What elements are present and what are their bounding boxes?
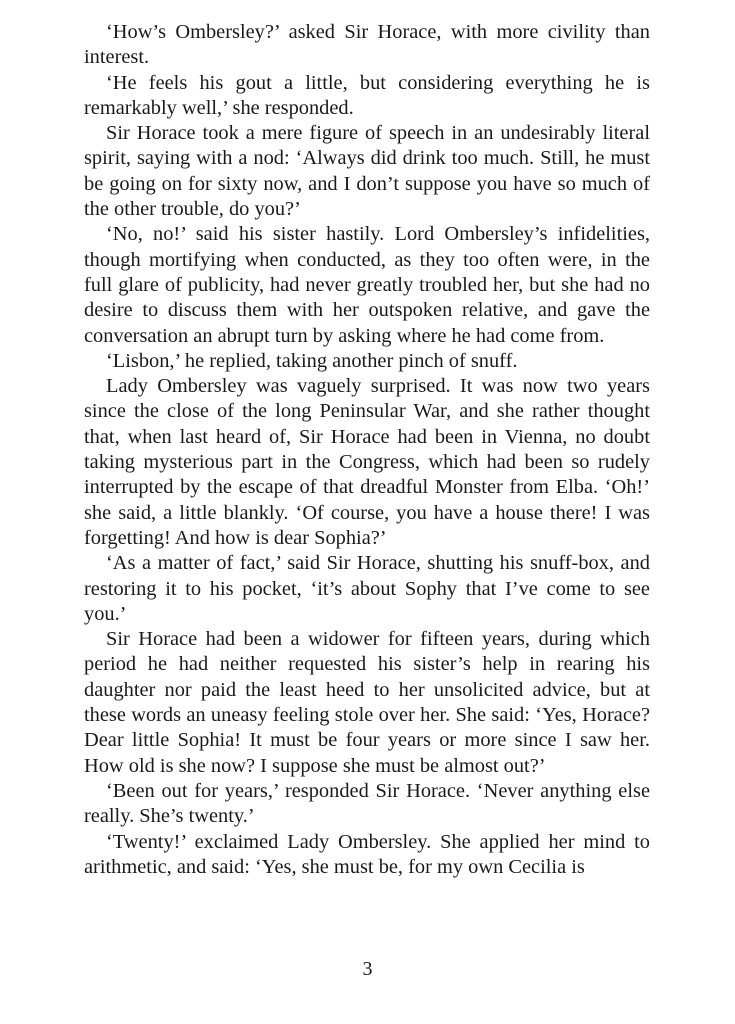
paragraph: ‘Lisbon,’ he replied, taking another pinch of snuff. [106, 349, 518, 372]
paragraph: Sir Horace had been a widower for fifteen years, during which period he had neither requested his sister’s help in rearing his daughter nor paid the least heed to her unsolicited advice, but at these words an uneasy feeling stole over her. She said: ‘Yes, Horace? Dear little Sophia! It must be four years or more since I saw her. How old is she now? I suppose she must be almost out?’ [84, 628, 650, 777]
paragraph: ‘Twenty!’ exclaimed Lady Ombersley. She applied her mind to arithmetic, and said: ‘Yes, she must be, for my own Cecilia is [84, 830, 650, 878]
paragraph: Sir Horace took a mere figure of speech in an undesirably literal spirit, saying with a nod: ‘Always did drink too much. Still, he must be going on for sixty now, and I don’t suppose you have so much of the other trouble, do you?’ [84, 122, 650, 221]
paragraph: ‘As a matter of fact,’ said Sir Horace, shutting his snuff-box, and restoring it to his pocket, ‘it’s about Sophy that I’ve come to see you.’ [84, 552, 650, 625]
paragraph: ‘Been out for years,’ responded Sir Horace. ‘Never anything else really. She’s twenty.’ [84, 779, 650, 828]
page-body [84, 20, 650, 880]
paragraph: Lady Ombersley was vaguely surprised. It was now two years since the close of the long Peninsular War, and she rather thought that, when last heard of, Sir Horace had been in Vienna, no doubt taking mysterious part in the Congress, which had been so rudely interrupted by the escape of that dreadful Monster from Elba. ‘Oh!’ she said, a little blankly. ‘Of course, you have a house there! I was forgetting! And how is dear Sophia?’ [84, 375, 650, 549]
page-number: 3 [362, 958, 373, 980]
paragraph: ‘How’s Ombersley?’ asked Sir Horace, with more civility than interest. [84, 21, 650, 69]
paragraph: ‘He feels his gout a little, but considering everything he is remarkably well,’ she responded. [84, 71, 650, 119]
paragraph: ‘No, no!’ said his sister hastily. Lord Ombersley’s infidelities, though mortifying when conducted, as they too often were, in the full glare of publicity, had never greatly troubled her, but she had no desire to discuss them with her outspoken relative, and gave the conversation an abrupt turn by asking where he had come from. [84, 223, 650, 347]
